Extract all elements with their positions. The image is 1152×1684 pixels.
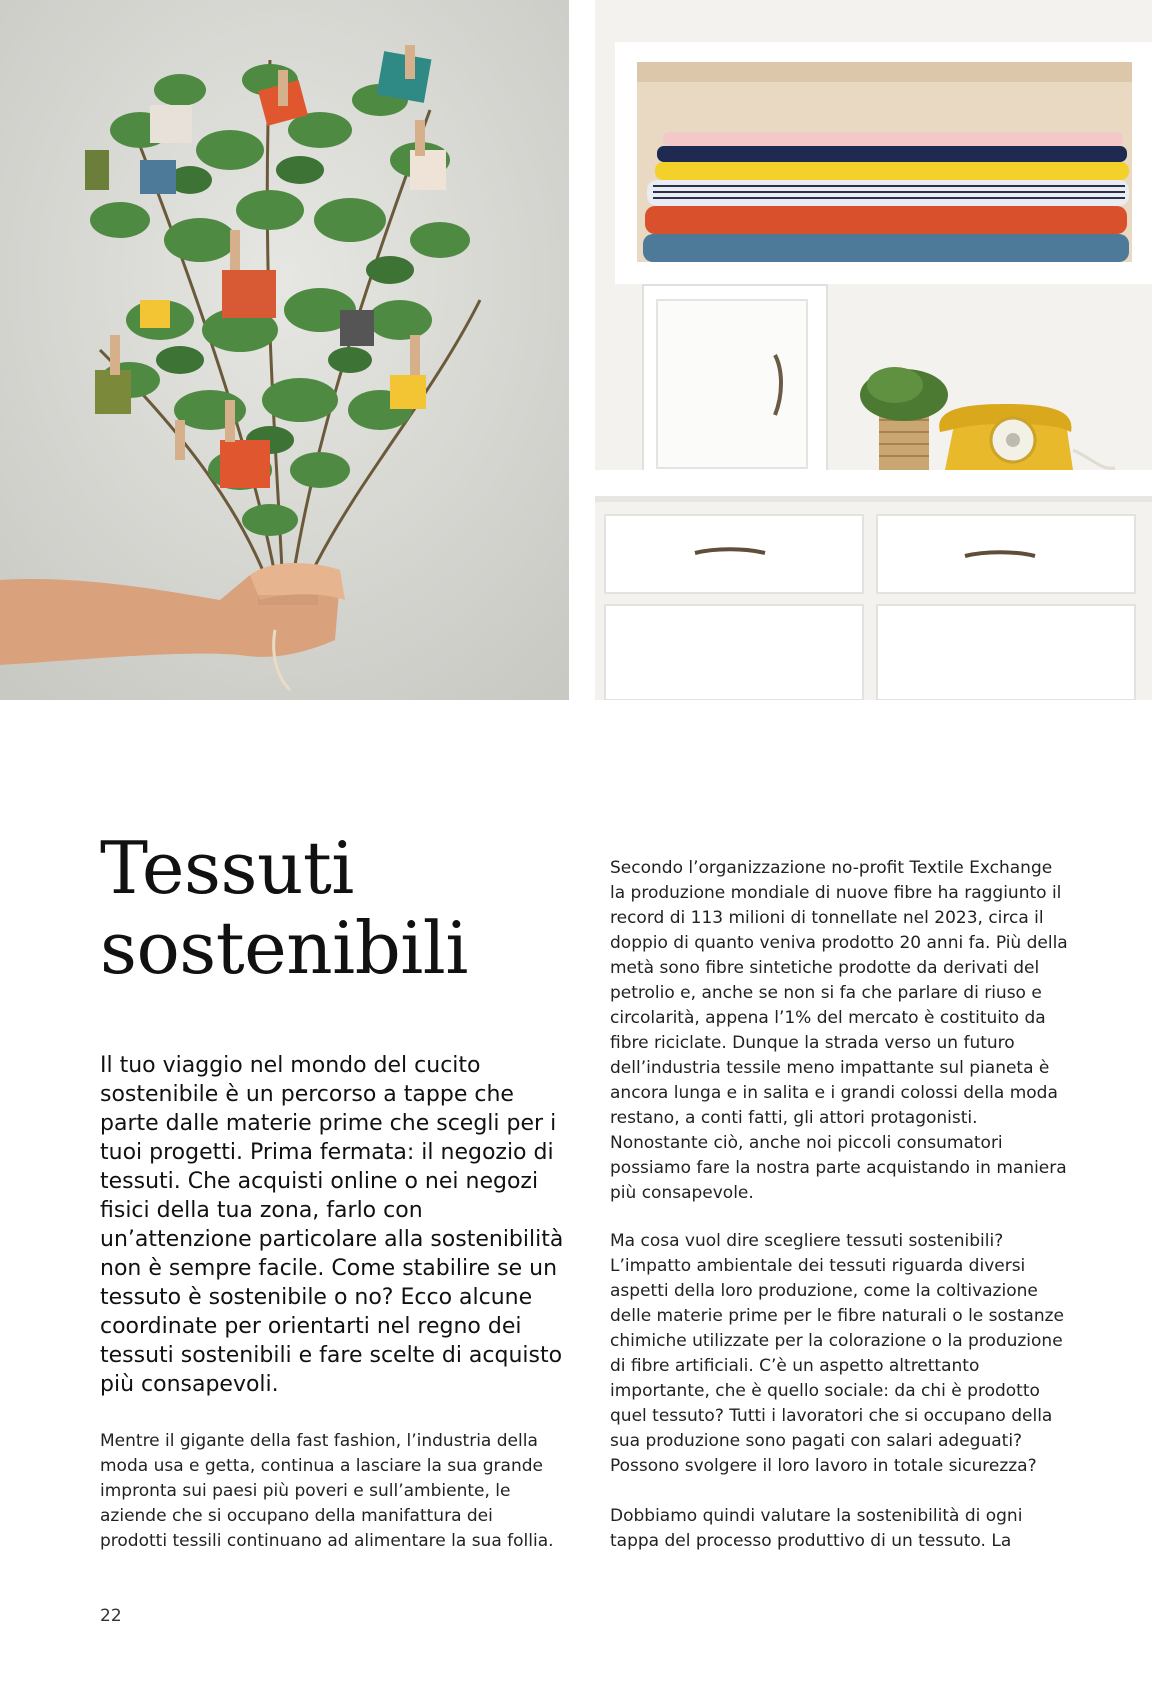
cupboard-photo [595, 0, 1152, 700]
bouquet-photo [0, 0, 569, 700]
body-paragraph-3: Ma cosa vuol dire scegliere tessuti sostenibili? L’impatto ambientale dei tessuti riguarda diversi aspetti della loro produzione, come la coltivazione delle materie prime per le fibre naturali o le sostanze chimiche utilizzate per la colorazione o la produzione di fibre artificiali. C’è un aspetto altrettanto importante, che è quello sociale: da chi è prodotto quel tessuto? Tutti i lavoratori che si occupano della sua produzione sono pagati con salari adeguati? Possono svolgere il loro lavoro in totale sicurezza? [610, 1231, 1065, 1476]
page-number: 22 [100, 1606, 122, 1626]
body-paragraph-4: Dobbiamo quindi valutare la sostenibilità di ogni tappa del processo produttivo di un tessuto. La [610, 1506, 1023, 1551]
title-line-1: Tessuti [100, 826, 354, 910]
body-paragraph-2: Secondo l’organizzazione no-profit Textile Exchange la produzione mondiale di nuove fibre ha raggiunto il record di 113 milioni di tonnellate nel 2023, circa il doppio di quanto veniva prodotto 20 anni fa. Più della metà sono fibre sintetiche prodotte da derivati del petrolio e, anche se non si fa che parlare di riuso e circolarità, appena l’1% del mercato è costituito da fibre riciclate. Dunque la strada verso un futuro dell’industria tessile meno impattante sul pianeta è ancora lunga e in salita e i grandi colossi della moda restano, a conti fatti, gli attori protagonisti. Nonostante ciò, anche noi piccoli consumatori possiamo fare la nostra parte acquistando in maniera più consapevole. [610, 858, 1068, 1203]
bouquet-illustration [0, 0, 569, 700]
lead-paragraph: Il tuo viaggio nel mondo del cucito sostenibile è un percorso a tappe che parte dalle materie prime che scegli per i tuoi progetti. Prima fermata: il negozio di tessuti. Che acquisti online o nei negozi fisici della tua zona, farlo con un’attenzione particolare alla sostenibilità non è sempre facile. Come stabilire se un tessuto è sostenibile o no? Ecco alcune coordinate per orientarti nel regno dei tessuti sostenibili e fare scelte di acquisto più consapevoli. [100, 1053, 564, 1397]
title-line-2: sostenibili [100, 906, 468, 990]
fabric-pink [663, 132, 1123, 146]
cupboard-illustration [595, 0, 1152, 700]
article-title [100, 828, 570, 988]
body-paragraph-1: Mentre il gigante della fast fashion, l’industria della moda usa e getta, continua a lasciare la sua grande impronta sui paesi più poveri e sull’ambiente, le aziende che si occupano della manifattura dei prodotti tessili continuano ad alimentare la sua follia. [100, 1431, 554, 1551]
